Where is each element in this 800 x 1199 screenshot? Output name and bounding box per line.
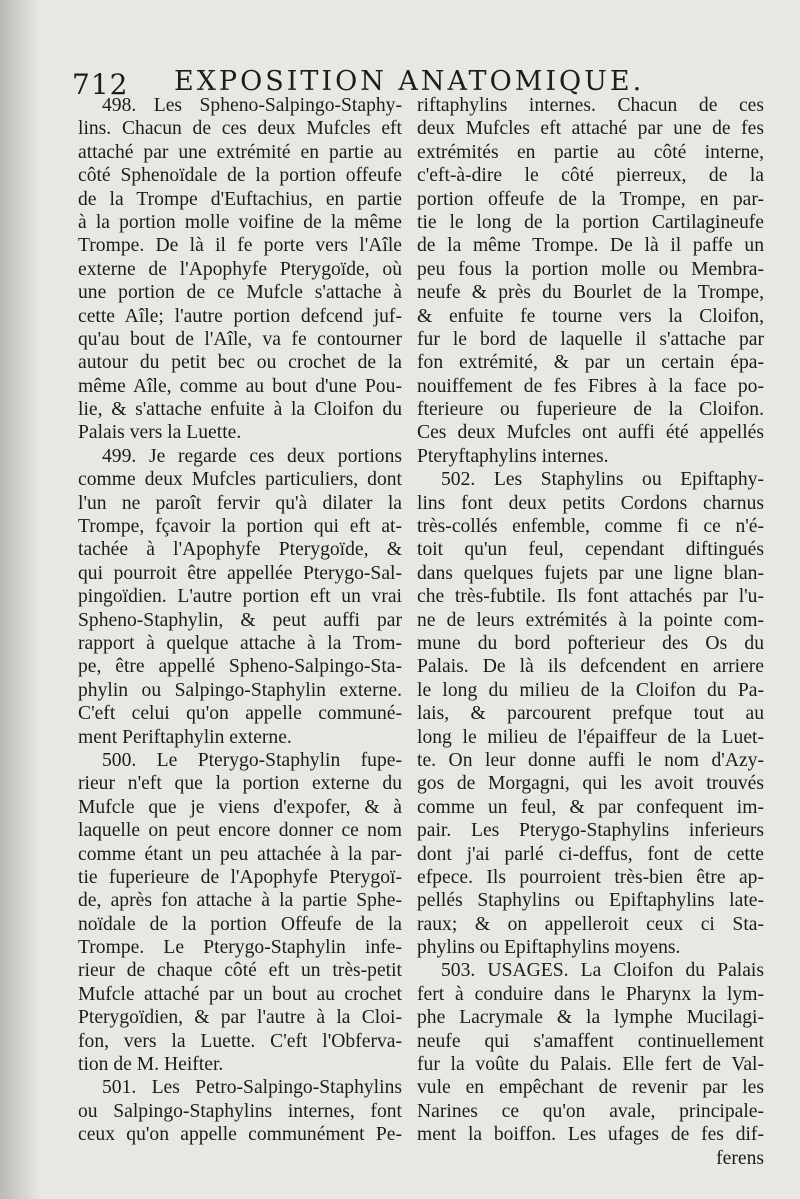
text-line: ceux qu'on appelle communément Pe-	[78, 1124, 402, 1146]
page-number: 712	[72, 68, 129, 101]
text-line: cette Aîle; l'autre portion defcend juf-	[78, 305, 402, 327]
text-line: Mufcle que je viens d'expofer, & à	[78, 796, 402, 818]
text-line: à la portion molle voifine de la même	[78, 211, 402, 233]
text-line: portion offeufe de la Trompe, en par-	[417, 188, 764, 210]
text-line: ferens	[716, 1147, 764, 1169]
text-line: mune du bord pofterieur des Os du	[417, 632, 764, 654]
right-text-column	[417, 94, 764, 1170]
text-line: Trompe, fçavoir la portion qui eft at-	[78, 516, 402, 538]
text-line: comme étant un peu attachée à la par-	[78, 843, 402, 865]
text-line: Ces deux Mufcles ont auffi été appellés	[417, 422, 764, 444]
text-line: Pterygoïdien, & par l'autre à la Cloi-	[78, 1007, 402, 1029]
text-line: lins font deux petits Cordons charnus	[417, 492, 764, 514]
text-line: deux Mufcles eft attaché par une de fes	[417, 118, 764, 140]
text-line: comme deux Mufcles particuliers, dont	[78, 469, 402, 491]
text-line: qu'au bout de l'Aîle, va fe contourner	[78, 328, 402, 350]
text-line: 502. Les Staphylins ou Epiftaphy-	[441, 469, 764, 491]
text-line: noïdale de la portion Offeufe de la	[78, 913, 402, 935]
text-line: le long du milieu de la Cloifon du Pa-	[417, 679, 764, 701]
text-line: neufe qui s'amaffent continuellement	[417, 1030, 764, 1052]
text-line: rieur n'eft que la portion externe du	[78, 773, 402, 795]
text-line: attaché par une extrémité en partie au	[78, 141, 402, 163]
text-line: extrémités en partie au côté interne,	[417, 141, 764, 163]
text-line: lais, & parcourent prefque tout au	[417, 703, 764, 725]
text-line: ment la boiffon. Les ufages de fes dif-	[417, 1124, 764, 1146]
text-line: même Aîle, comme au bout d'une Pou-	[78, 375, 402, 397]
text-line: Trompe. Le Pterygo-Staphylin infe-	[78, 937, 402, 959]
text-line: fon, vers la Luette. C'eft l'Obferva-	[78, 1030, 402, 1052]
text-line: & enfuite fe tourne vers la Cloifon,	[417, 305, 764, 327]
text-line: Trompe. De là il fe porte vers l'Aîle	[78, 235, 402, 257]
text-line: 501. Les Petro-Salpingo-Staphylins	[102, 1077, 402, 1099]
text-line: laquelle on peut encore donner ce nom	[78, 820, 402, 842]
text-line: peu fous la portion molle ou Membra-	[417, 258, 764, 280]
text-line: fterieure ou fuperieure de la Cloifon.	[417, 399, 764, 421]
text-line: che très-fubtile. Ils font attachés par l'u-	[417, 586, 764, 608]
text-line: ne de leurs extrémités à la pointe com-	[417, 609, 764, 631]
text-line: Palais vers la Luette.	[78, 422, 242, 444]
text-line: 498. Les Spheno-Salpingo-Staphy-	[102, 95, 402, 116]
text-line: tie le long de la portion Cartilagineufe	[417, 211, 764, 233]
text-line: autour du petit bec ou crochet de la	[78, 352, 402, 374]
text-line: externe de l'Apophyfe Pterygoïde, où	[78, 258, 402, 280]
text-line: fur la voûte du Palais. Elle fert de Val-	[417, 1054, 764, 1076]
text-line: c'eft-à-dire le côté pierreux, de la	[417, 165, 764, 187]
text-line: Pteryftaphylins internes.	[417, 445, 609, 467]
text-line: l'un ne paroît fervir qu'à dilater la	[78, 492, 402, 514]
text-line: tachée à l'Apophyfe Pterygoïde, &	[78, 539, 402, 561]
text-line: fur le bord de laquelle il s'attache par	[417, 328, 764, 350]
text-line: 503. USAGES. La Cloifon du Palais	[441, 960, 764, 982]
text-line: pe, être appellé Spheno-Salpingo-Sta-	[78, 656, 402, 678]
text-line: gos de Morgagni, qui les avoit trouvés	[417, 773, 764, 795]
text-line: vule en empêchant de revenir par les	[417, 1077, 764, 1099]
text-line: ment Periftaphylin externe.	[78, 726, 292, 748]
text-line: long le milieu de l'épaiffeur de la Luet-	[417, 726, 764, 748]
running-title: EXPOSITION ANATOMIQUE.	[174, 66, 645, 97]
text-line: te. On leur donne auffi le nom d'Azy-	[417, 749, 764, 771]
text-line: qui pourroit être appellée Pterygo-Sal-	[78, 562, 402, 584]
text-line: phylin ou Salpingo-Staphylin externe.	[78, 679, 402, 701]
text-line: C'eft celui qu'on appelle communé-	[78, 703, 402, 725]
text-line: ou Salpingo-Staphylins internes, font	[78, 1100, 402, 1122]
text-line: tion de M. Heifter.	[78, 1054, 224, 1076]
text-line: toit qu'un feul, cependant diftingués	[417, 539, 764, 561]
text-line: Palais. De là ils defcendent en arriere	[417, 656, 764, 678]
text-line: Narines ce qu'on avale, principale-	[417, 1100, 764, 1122]
text-line: phe Lacrymale & la lymphe Mucilagi-	[417, 1007, 764, 1029]
text-line: rieur de chaque côté eft un très-petit	[78, 960, 402, 982]
text-line: de la Trompe d'Euftachius, en partie	[78, 188, 402, 210]
text-line: très-collés enfemble, comme fi ce n'é-	[417, 516, 764, 538]
text-line: pingoïdien. L'autre portion eft un vrai	[78, 586, 402, 608]
text-line: de la même Trompe. De là il paffe un	[417, 235, 764, 257]
text-line: phylins ou Epiftaphylins moyens.	[417, 937, 681, 959]
left-text-column	[78, 94, 402, 1147]
text-line: pellés Staphylins ou Epiftaphylins late-	[417, 890, 764, 912]
text-line: dont j'ai parlé ci-deffus, font de cette	[417, 843, 764, 865]
text-line: lie, & s'attache enfuite à la Cloifon du	[78, 399, 402, 421]
text-line: 500. Le Pterygo-Staphylin fupe-	[102, 749, 402, 771]
text-line: pair. Les Pterygo-Staphylins inferieurs	[417, 820, 764, 842]
page-gutter-shadow	[0, 0, 40, 1199]
text-line: côté Sphenoïdale de la portion offeufe	[78, 165, 402, 187]
text-line: neufe & près du Bourlet de la Trompe,	[417, 282, 764, 304]
text-line: nouiffement de fes Fibres à la face po-	[417, 375, 764, 397]
text-line: riftaphylins internes. Chacun de ces	[417, 95, 764, 116]
text-line: efpece. Ils pourroient très-bien être ap-	[417, 866, 764, 888]
text-line: rapport à quelque attache à la Trom-	[78, 632, 402, 654]
text-line: fon extrémité, & par un certain épa-	[417, 352, 764, 374]
text-line: tie fuperieure de l'Apophyfe Pterygoï-	[78, 866, 402, 888]
text-line: une portion de ce Mufcle s'attache à	[78, 282, 402, 304]
text-line: dans quelques fujets par une ligne blan-	[417, 562, 764, 584]
text-line: fert à conduire dans le Pharynx la lym-	[417, 983, 764, 1005]
text-line: comme un feul, & par confequent im-	[417, 796, 764, 818]
text-line: de, après fon attache à la partie Sphe-	[78, 890, 402, 912]
text-line: Mufcle attaché par un bout au crochet	[78, 983, 402, 1005]
text-line: lins. Chacun de ces deux Mufcles eft	[78, 118, 402, 140]
text-line: raux; & on appelleroit ceux ci Sta-	[417, 913, 764, 935]
text-line: 499. Je regarde ces deux portions	[102, 445, 402, 467]
text-line: Spheno-Staphylin, & peut auffi par	[78, 609, 402, 631]
